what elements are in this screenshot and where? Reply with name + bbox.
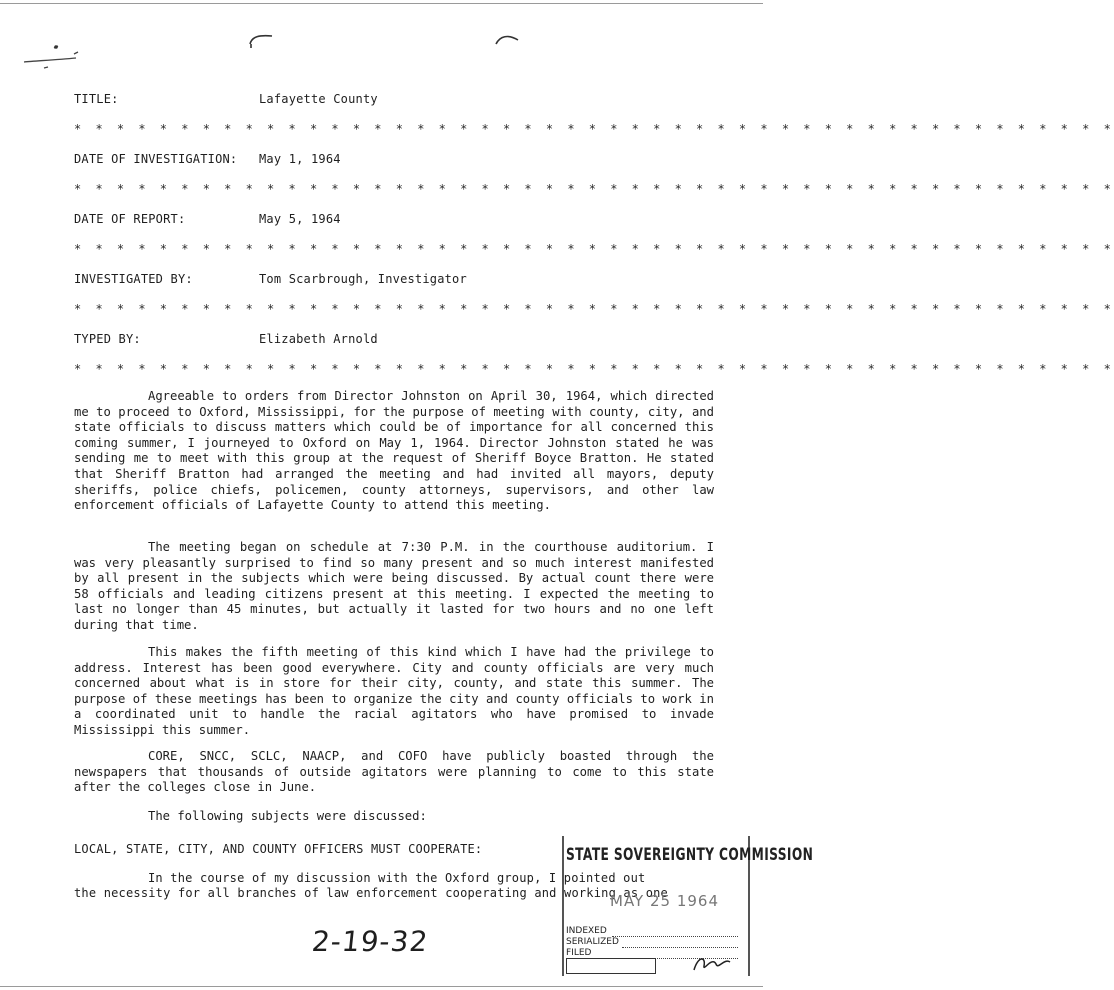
body-paragraph: This makes the fifth meeting of this kind which I have had the privilege to address. Interest has been good everywhere. City and county officials are very much concerned about what is in store for their city, county, and state this summer. The purpose of these meetings has been to organize the city and county officials to work in a coordinated unit to handle the racial agitators who have promised to invade Mississippi this summer.: [74, 645, 714, 737]
stamp-indexed-label: INDEXED: [566, 926, 607, 936]
stamp-date: MAY 25 1964: [610, 892, 719, 910]
investigated-by-value: Tom Scarbrough, Investigator: [259, 272, 467, 286]
separator-row: * * * * * * * * * * * * * * * * * * * * * * * * * * * * * * * * * * * * * * * * * * * * * * * * *: [74, 242, 1114, 256]
section-heading: LOCAL, STATE, CITY, AND COUNTY OFFICERS MUST COOPERATE:: [74, 842, 483, 856]
page-bottom-edge: [0, 986, 763, 987]
report-date-value: May 5, 1964: [259, 212, 341, 226]
stamp-filed-label: FILED: [566, 948, 592, 958]
title-value: Lafayette County: [259, 92, 378, 106]
typed-by-label: TYPED BY:: [74, 332, 141, 346]
report-date-label: DATE OF REPORT:: [74, 212, 186, 226]
scan-mark-topleft: [14, 40, 84, 80]
stamp-serialized-line: [622, 947, 738, 948]
handwritten-file-number: 2-19-32: [310, 925, 431, 958]
page-top-edge: [0, 3, 763, 4]
investigated-by-label: INVESTIGATED BY:: [74, 272, 193, 286]
body-paragraph: CORE, SNCC, SCLC, NAACP, and COFO have publicly boasted through the newspapers that thousands of outside agitators were planning to come to this state after the colleges close in June.: [74, 749, 714, 795]
body-paragraph: The following subjects were discussed:: [148, 809, 427, 823]
separator-row: * * * * * * * * * * * * * * * * * * * * * * * * * * * * * * * * * * * * * * * * * * * * * * * * *: [74, 362, 1114, 376]
separator-row: * * * * * * * * * * * * * * * * * * * * * * * * * * * * * * * * * * * * * * * * * * * * * * * * *: [74, 122, 1114, 136]
separator-row: * * * * * * * * * * * * * * * * * * * * * * * * * * * * * * * * * * * * * * * * * * * * * * * * *: [74, 182, 1114, 196]
scan-mark-top-center: [248, 30, 278, 50]
stamp-file-box: [566, 958, 656, 974]
body-paragraph: Agreeable to orders from Director Johnston on April 30, 1964, which directed me to proceed to Oxford, Mississippi, for the purpose of meeting with county, city, and state officials to discuss matters which could be of importance for all concerned this coming summer, I journeyed to Oxford on May 1, 1964. Director Johnston stated he was sending me to meet with this group at the request of Sheriff Boyce Bratton. He stated that Sheriff Bratton had arranged the meeting and had invited all mayors, deputy sheriffs, police chiefs, policemen, county attorneys, supervisors, and other law enforcement officials of Lafayette County to attend this meeting.: [74, 389, 714, 513]
body-paragraph: The meeting began on schedule at 7:30 P.M. in the courthouse auditorium. I was very pleasantly surprised to find so many present and so much interest manifested by all present in the subjects which were being discussed. By actual count there were 58 officials and leading citizens present at this meeting. I expected the meeting to last no longer than 45 minutes, but actually it lasted for two hours and no one left during that time.: [74, 540, 714, 632]
investigation-date-label: DATE OF INVESTIGATION:: [74, 152, 238, 166]
typed-by-value: Elizabeth Arnold: [259, 332, 378, 346]
investigation-date-value: May 1, 1964: [259, 152, 341, 166]
last-paragraph-line: the necessity for all branches of law enforcement cooperating and working as one: [74, 886, 668, 900]
last-paragraph-line: In the course of my discussion with the Oxford group, I pointed out: [148, 871, 646, 885]
scan-mark-top-right: [494, 30, 524, 50]
stamp-title: STATE SOVEREIGNTY COMMISSION: [566, 845, 814, 865]
stamp-serialized-label: SERIALIZED: [566, 937, 619, 947]
separator-row: * * * * * * * * * * * * * * * * * * * * * * * * * * * * * * * * * * * * * * * * * * * * * * * * *: [74, 302, 1114, 316]
stamp-indexed-line: [612, 936, 738, 937]
title-label: TITLE:: [74, 92, 119, 106]
stamp-signature: [690, 952, 736, 976]
